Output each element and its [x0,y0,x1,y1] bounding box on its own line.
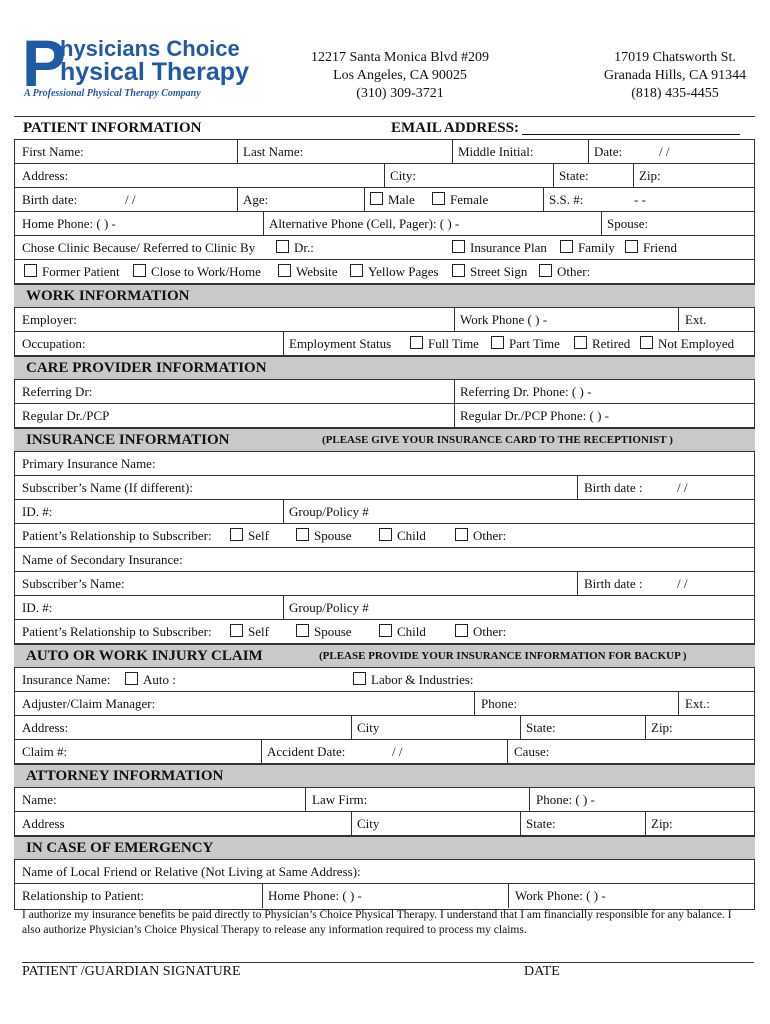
male-option[interactable] [370,188,415,211]
dr-checkbox[interactable] [276,240,289,253]
last-name-field[interactable]: Last Name: [243,144,304,159]
alternative-phone-field[interactable]: Alternative Phone (Cell, Pager): ( ) - [269,216,460,231]
self-label: Self [248,528,269,543]
employment-status-label: Employment Status [289,336,392,351]
claim-address-row [14,716,755,740]
attorney-info-header [14,764,755,788]
law-firm-field[interactable]: Law Firm: [312,792,368,807]
section-title: PATIENT INFORMATION [23,120,202,136]
address-los-angeles [290,49,510,103]
insurance-info-header [14,428,755,452]
insurance-plan-option[interactable] [452,236,547,259]
family-option[interactable] [560,236,615,259]
subscriber-birth-date-field[interactable]: Birth date : [584,480,643,495]
middle-initial-field[interactable]: Middle Initial: [458,144,534,159]
self-checkbox[interactable] [230,528,243,541]
emergency-work-phone-field[interactable]: Work Phone: ( ) - [515,888,606,903]
relationship-row [14,524,755,548]
subscriber-name-2-field[interactable]: Subscriber’s Name: [22,576,125,591]
occupation-field[interactable]: Occupation: [22,336,86,351]
phone-row [14,212,755,236]
address-row [14,164,755,188]
relationship-to-patient-field[interactable]: Relationship to Patient: [22,888,145,903]
female-label: Female [450,192,489,207]
backup-insurance-note: (PLEASE PROVIDE YOUR INSURANCE INFORMATION FOR BACKUP ) [319,650,687,662]
website-label: Website [296,264,338,279]
email-label: EMAIL ADDRESS: [391,120,519,136]
spouse-label: Spouse [314,528,352,543]
auto-claim-header [14,644,755,668]
self-2-option[interactable] [230,620,269,643]
claim-state-field[interactable]: State: [526,720,556,735]
emergency-header [14,836,755,860]
ss-field[interactable]: S.S. #: [549,192,584,207]
auto-insurance-name-label: Insurance Name: [22,672,111,687]
full-time-option[interactable] [410,332,479,355]
subscriber-name-field[interactable]: Subscriber’s Name (If different): [22,480,193,495]
attorney-zip-field[interactable]: Zip: [651,816,673,831]
female-option[interactable] [432,188,488,211]
adjuster-ext-field[interactable]: Ext.: [685,696,710,711]
gh-street: 17019 Chatsworth St. [614,50,736,65]
age-field[interactable]: Age: [243,192,269,207]
retired-label: Retired [592,336,631,351]
first-name-field[interactable]: First Name: [22,144,84,159]
not-employed-checkbox[interactable] [640,336,653,349]
subscriber-2-birth-separators: / / [677,576,688,591]
id-field[interactable]: ID. #: [22,504,53,519]
svg-text:hysical Therapy: hysical Therapy [60,58,249,86]
section-title: AUTO OR WORK INJURY CLAIM [26,648,263,664]
signature-label: PATIENT /GUARDIAN SIGNATURE [22,964,241,979]
friend-label: Friend [643,240,677,255]
auto-insurance-row [14,668,755,692]
referral-row [14,236,755,260]
relationship-label: Patient’s Relationship to Subscriber: [22,528,212,543]
auto-option[interactable] [125,668,176,691]
dr-option[interactable] [276,236,314,259]
email-field[interactable] [522,134,740,135]
friend-checkbox[interactable] [625,240,638,253]
full-time-label: Full Time [428,336,479,351]
work-info-header [14,284,755,308]
yellow-pages-checkbox[interactable] [350,264,363,277]
company-logo [22,26,249,100]
attorney-name-row [14,788,755,812]
subscriber-2-birth-date-field[interactable]: Birth date : [584,576,643,591]
emergency-home-phone-field[interactable]: Home Phone: ( ) - [268,888,362,903]
yellow-pages-label: Yellow Pages [368,264,439,279]
name-row [14,140,755,164]
work-phone-field[interactable]: Work Phone ( ) - [460,312,548,327]
attorney-address-field[interactable]: Address [22,816,65,831]
former-patient-label: Former Patient [42,264,120,279]
authorization-text: I authorize my insurance benefits be paid directly to Physician’s Choice Physical Therapy. I understand that I am financially responsible for any balance. I also authorize Physician’s Choice Physical Therapy to release any information required to process my claims. [22,909,732,936]
former-patient-option[interactable] [24,260,120,283]
claim-city-field[interactable]: City [357,720,380,735]
id-row [14,500,755,524]
retired-checkbox[interactable] [574,336,587,349]
id-2-row [14,596,755,620]
section-title: ATTORNEY INFORMATION [26,768,224,784]
address-field[interactable]: Address: [22,168,69,183]
svg-text:A Professional Physical Therap: A Professional Physical Therapy Company [24,88,201,99]
other-relationship-label: Other: [473,528,507,543]
date-field[interactable]: Date: [594,144,623,159]
self-2-label: Self [248,624,269,639]
secondary-insurance-row [14,548,755,572]
insurance-plan-checkbox[interactable] [452,240,465,253]
child-2-checkbox[interactable] [379,624,392,637]
employer-row [14,308,755,332]
zip-field[interactable]: Zip: [639,168,661,183]
subscriber-row [14,476,755,500]
gh-city: Granada Hills, CA 91344 [603,68,747,83]
friend-option[interactable] [625,236,677,259]
primary-insurance-field[interactable]: Primary Insurance Name: [22,456,156,471]
child-2-option[interactable] [379,620,426,643]
claim-zip-field[interactable]: Zip: [651,720,673,735]
attorney-phone-field[interactable]: Phone: ( ) - [536,792,595,807]
group-policy-field[interactable]: Group/Policy # [289,504,369,519]
former-patient-checkbox[interactable] [24,264,37,277]
not-employed-label: Not Employed [658,336,735,351]
claim-number-field[interactable]: Claim #: [22,744,68,759]
signature-date-label: DATE [524,964,560,979]
part-time-checkbox[interactable] [491,336,504,349]
primary-insurance-row [14,452,755,476]
chose-clinic-label: Chose Clinic Because/ Referred to Clinic By [22,240,256,255]
relationship-2-row [14,620,755,644]
subscriber-2-row [14,572,755,596]
section-title: CARE PROVIDER INFORMATION [26,360,267,376]
accident-date-separators: / / [392,744,403,759]
birth-date-separators: / / [125,192,136,207]
spouse-option[interactable] [296,524,352,547]
la-city: Los Angeles, CA 90025 [333,68,467,83]
labor-industries-label: Labor & Industries: [371,672,474,687]
secondary-insurance-field[interactable]: Name of Secondary Insurance: [22,552,183,567]
female-checkbox[interactable] [432,192,445,205]
svg-text:hysicians Choice: hysicians Choice [60,36,240,61]
work-ext-field[interactable]: Ext. [685,312,707,327]
regular-dr-field[interactable]: Regular Dr./PCP [22,408,110,423]
full-time-checkbox[interactable] [410,336,423,349]
not-employed-option[interactable] [640,332,734,355]
occupation-row [14,332,755,356]
other-relationship-2-checkbox[interactable] [455,624,468,637]
self-2-checkbox[interactable] [230,624,243,637]
date-separators: / / [659,144,670,159]
family-checkbox[interactable] [560,240,573,253]
employer-field[interactable]: Employer: [22,312,77,327]
spouse-2-option[interactable] [296,620,352,643]
insurance-plan-label: Insurance Plan [470,240,547,255]
other-label: Other: [557,264,591,279]
local-friend-field[interactable]: Name of Local Friend or Relative (Not Living at Same Address): [22,864,361,879]
other-option[interactable] [539,260,590,283]
local-friend-row [14,860,755,884]
group-policy-2-field[interactable]: Group/Policy # [289,600,369,615]
svg-text:P: P [22,26,67,100]
referring-dr-field[interactable]: Referring Dr: [22,384,93,399]
other-relationship-2-label: Other: [473,624,507,639]
street-sign-label: Street Sign [470,264,528,279]
la-street: 12217 Santa Monica Blvd #209 [310,50,490,65]
birth-row [14,188,755,212]
child-checkbox[interactable] [379,528,392,541]
child-2-label: Child [397,624,426,639]
attorney-state-field[interactable]: State: [526,816,556,831]
spouse-2-label: Spouse [314,624,352,639]
retired-option[interactable] [574,332,630,355]
adjuster-field[interactable]: Adjuster/Claim Manager: [22,696,156,711]
referring-dr-row [14,380,755,404]
other-relationship-checkbox[interactable] [455,528,468,541]
insurance-card-note: (PLEASE GIVE YOUR INSURANCE CARD TO THE RECEPTIONIST ) [322,434,673,446]
subscriber-birth-separators: / / [677,480,688,495]
labor-industries-option[interactable] [353,668,474,691]
auto-checkbox[interactable] [125,672,138,685]
birth-date-field[interactable]: Birth date: [22,192,78,207]
ss-separators: - - [634,192,646,207]
address-granada-hills [585,49,765,103]
referring-dr-phone-field[interactable]: Referring Dr. Phone: ( ) - [460,384,592,399]
care-provider-header [14,356,755,380]
attorney-city-field[interactable]: City [357,816,380,831]
street-sign-option[interactable] [452,260,527,283]
child-label: Child [397,528,426,543]
gh-phone: (818) 435-4455 [631,86,719,101]
regular-dr-phone-field[interactable]: Regular Dr./PCP Phone: ( ) - [460,408,610,423]
attorney-address-row [14,812,755,836]
male-checkbox[interactable] [370,192,383,205]
website-checkbox[interactable] [278,264,291,277]
adjuster-phone-field[interactable]: Phone: [481,696,518,711]
close-to-work-label: Close to Work/Home [151,264,261,279]
other-checkbox[interactable] [539,264,552,277]
auto-label: Auto : [143,672,176,687]
cause-field[interactable]: Cause: [514,744,550,759]
id-2-field[interactable]: ID. #: [22,600,53,615]
child-option[interactable] [379,524,426,547]
claim-row [14,740,755,764]
referral-source-row [14,260,755,284]
regular-dr-row [14,404,755,428]
close-to-work-checkbox[interactable] [133,264,146,277]
spouse-field[interactable]: Spouse: [607,216,649,231]
part-time-label: Part Time [509,336,560,351]
emergency-contact-row [14,884,755,908]
spouse-2-checkbox[interactable] [296,624,309,637]
signature-line[interactable] [22,962,754,963]
dr-label: Dr.: [294,240,314,255]
part-time-option[interactable] [491,332,560,355]
home-phone-field[interactable]: Home Phone: ( ) - [22,216,116,231]
family-label: Family [578,240,615,255]
spouse-checkbox[interactable] [296,528,309,541]
intake-form [14,116,755,908]
adjuster-row [14,692,755,716]
self-option[interactable] [230,524,269,547]
section-title: WORK INFORMATION [26,288,190,304]
website-option[interactable] [278,260,338,283]
city-field[interactable]: City: [390,168,417,183]
logo-graphic [22,26,249,100]
la-phone: (310) 309-3721 [356,86,444,101]
claim-address-field[interactable]: Address: [22,720,69,735]
yellow-pages-option[interactable] [350,260,439,283]
other-relationship-option[interactable] [455,524,506,547]
other-relationship-2-option[interactable] [455,620,506,643]
accident-date-field[interactable]: Accident Date: [267,744,346,759]
male-label: Male [388,192,415,207]
relationship-2-label: Patient’s Relationship to Subscriber: [22,624,212,639]
labor-industries-checkbox[interactable] [353,672,366,685]
close-to-work-option[interactable] [133,260,261,283]
section-title: INSURANCE INFORMATION [26,432,230,448]
street-sign-checkbox[interactable] [452,264,465,277]
state-field[interactable]: State: [559,168,589,183]
section-title: IN CASE OF EMERGENCY [26,840,214,856]
attorney-name-field[interactable]: Name: [22,792,57,807]
patient-info-header [14,116,755,140]
